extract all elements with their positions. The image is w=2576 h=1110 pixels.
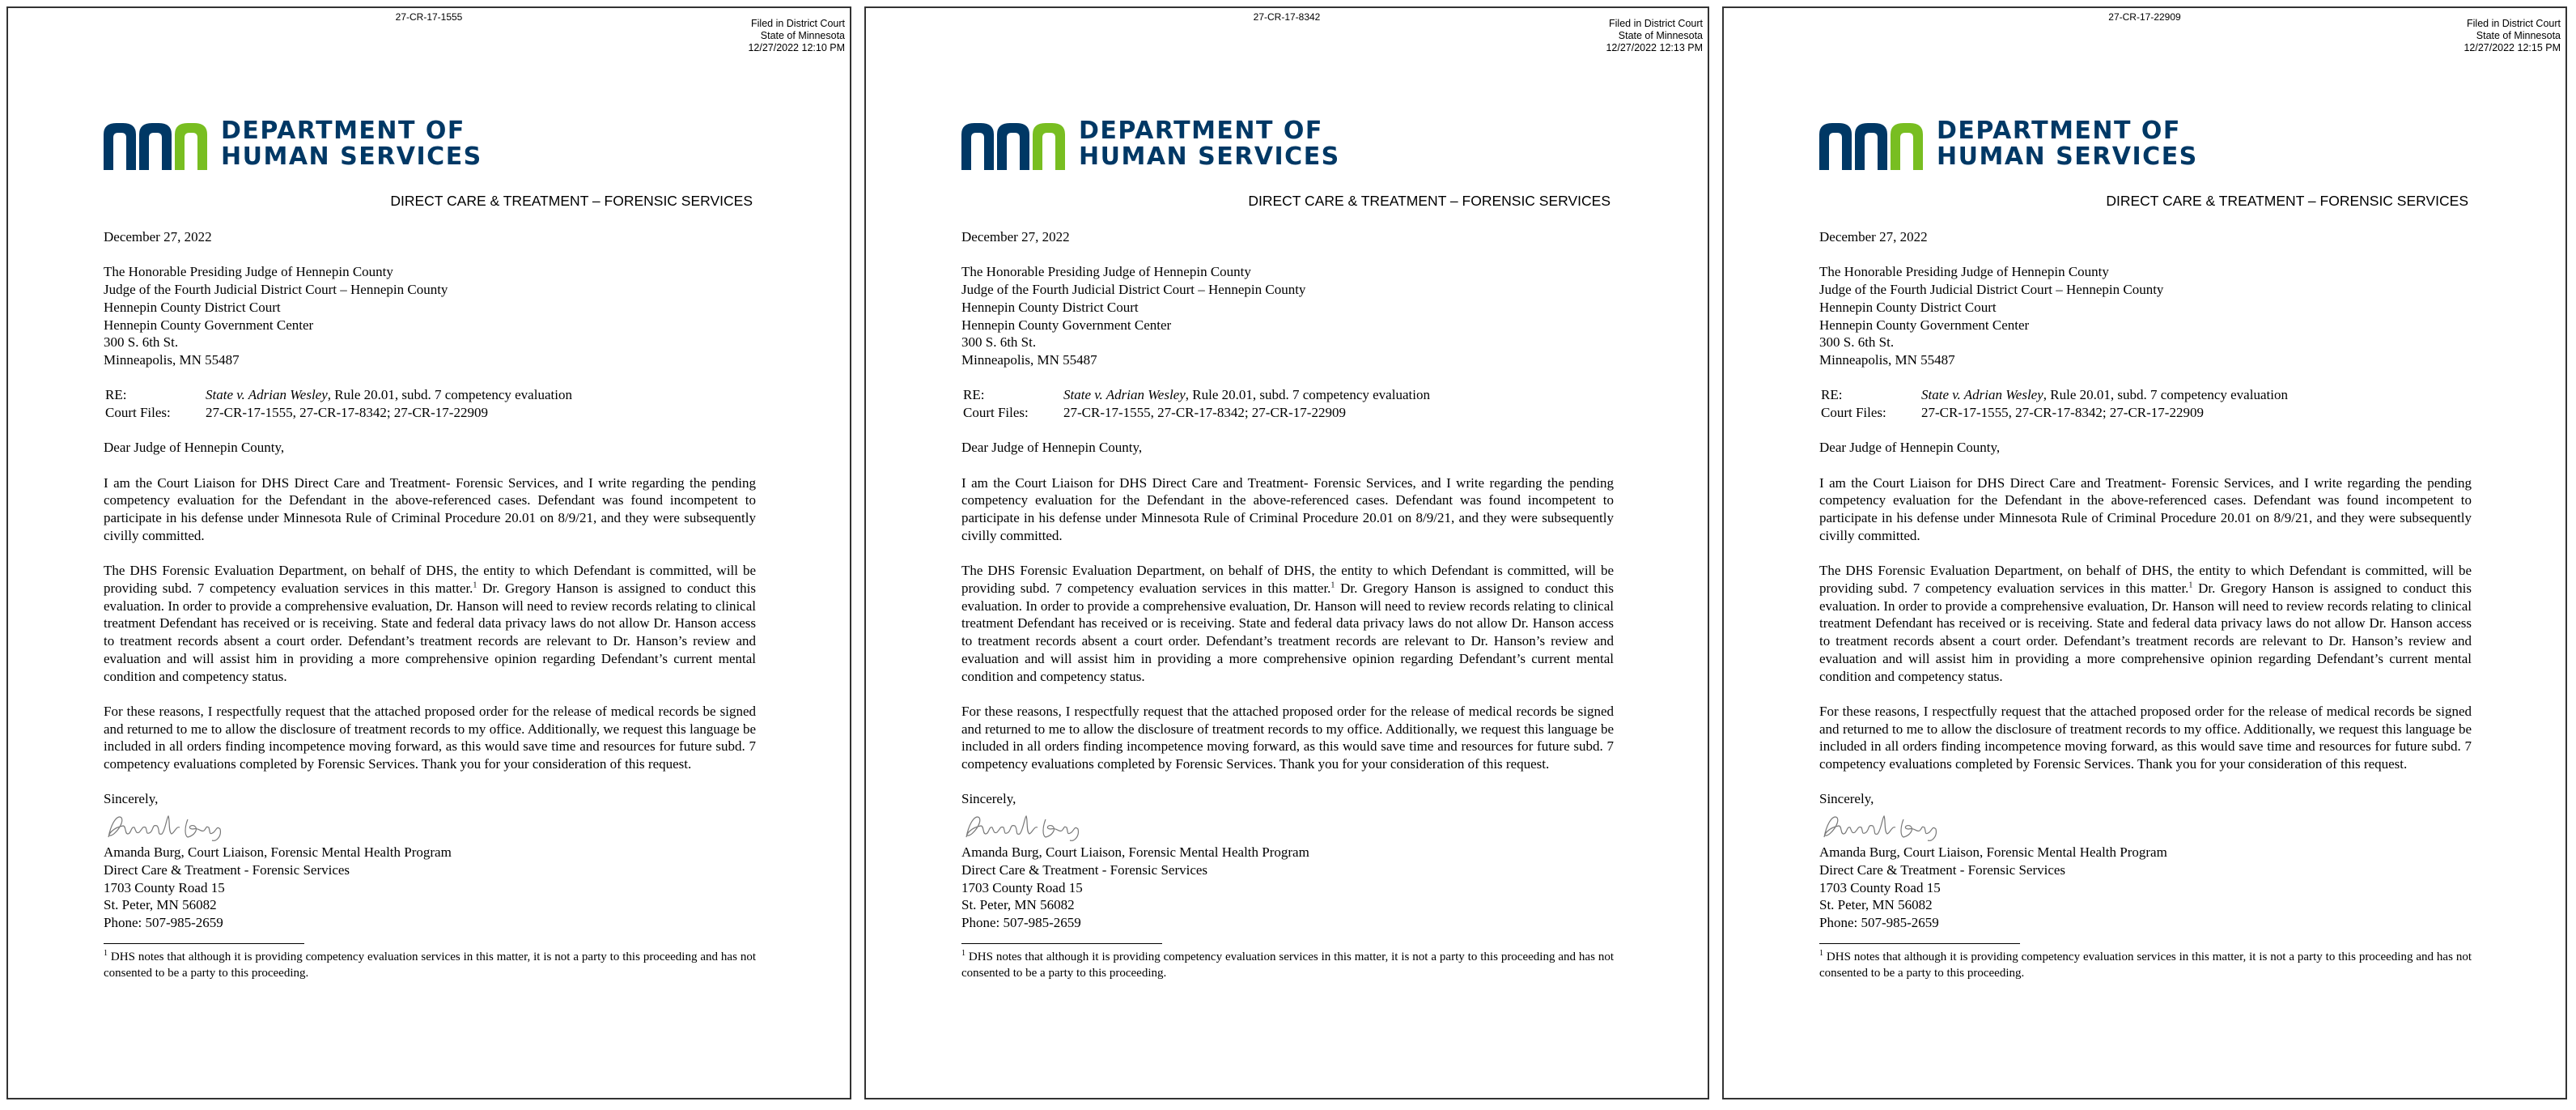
footnote-number: 1 (104, 948, 108, 958)
re-label: RE: (105, 387, 127, 403)
case-number-header: 27-CR-17-22909 (2108, 11, 2181, 23)
handwritten-signature (1819, 811, 1949, 844)
logo-text-line1: DEPARTMENT OF (1937, 117, 2181, 145)
addressee-line: The Honorable Presiding Judge of Hennepin County (104, 264, 393, 280)
division-heading: DIRECT CARE & TREATMENT – FORENSIC SERVICES (2106, 193, 2468, 209)
re-label: RE: (1821, 387, 1843, 403)
letter-date: December 27, 2022 (104, 229, 212, 245)
court-files-label: Court Files: (105, 405, 171, 420)
footnote (961, 949, 1614, 981)
signer-line: Amanda Burg, Court Liaison, Forensic Mental Health Program (961, 844, 1309, 861)
re-subject (1063, 386, 1430, 404)
letter-date: December 27, 2022 (961, 229, 1070, 245)
addressee-line: Judge of the Fourth Judicial District Court – Hennepin County (1819, 282, 2164, 298)
mn-logo-icon (961, 123, 1065, 170)
re-rule: , Rule 20.01, subd. 7 competency evaluation (1185, 387, 1430, 403)
closing: Sincerely, (961, 791, 1016, 807)
filing-stamp-state: State of Minnesota (760, 30, 845, 41)
re-label: RE: (963, 387, 985, 403)
division-heading: DIRECT CARE & TREATMENT – FORENSIC SERVICES (390, 193, 753, 209)
mn-logo-icon (1819, 123, 1923, 170)
paragraph-3: For these reasons, I respectfully request that the attached proposed order for the release of medical records be signed and returned to me to allow the disclosure of treatment records to my office. Additionally, we request this language be included in all orders finding incompetence moving forward, as this would save time and resources for future subd. 7 competency evaluations completed by Forensic Services. Thank you for your consideration of this request. (1819, 703, 2472, 772)
filing-stamp-timestamp: 12/27/2022 12:15 PM (2464, 42, 2561, 53)
signer-line: Phone: 507-985-2659 (961, 914, 1081, 930)
filing-stamp-court: Filed in District Court (751, 18, 845, 29)
signer-line: Direct Care & Treatment - Forensic Services (961, 861, 1208, 878)
signature (1819, 808, 2472, 844)
footnote-text: DHS notes that although it is providing competency evaluation services in this matter, it is not a party to this proceeding and has not consented to be a party to this proceeding. (104, 950, 757, 980)
addressee-line: 300 S. 6th St. (961, 334, 1037, 351)
addressee-line: Hennepin County Government Center (961, 317, 1172, 333)
addressee-line: The Honorable Presiding Judge of Hennepin County (961, 264, 1251, 280)
salutation: Dear Judge of Hennepin County, (1819, 440, 2001, 456)
document-page-2 (864, 6, 1709, 1099)
signer-line: Phone: 507-985-2659 (104, 914, 223, 930)
filing-stamp-court: Filed in District Court (2467, 18, 2561, 29)
re-subject (206, 386, 572, 404)
court-files-label: Court Files: (963, 405, 1029, 420)
logo-text-line1: DEPARTMENT OF (1079, 117, 1323, 145)
addressee-block (961, 263, 1614, 368)
closing: Sincerely, (104, 791, 159, 807)
footnote-number: 1 (1819, 948, 1823, 958)
re-case-name: State v. Adrian Wesley (1921, 387, 2043, 403)
case-number-header: 27-CR-17-1555 (395, 11, 463, 23)
footnote-reference: 1 (473, 581, 477, 590)
footnote-divider (104, 943, 304, 944)
logo-text-line2: HUMAN SERVICES (221, 142, 482, 171)
court-files-value: 27-CR-17-1555, 27-CR-17-8342; 27-CR-17-22909 (206, 405, 488, 420)
signer-line: 1703 County Road 15 (104, 879, 225, 895)
filing-stamp-court: Filed in District Court (1609, 18, 1703, 29)
paragraph-3: For these reasons, I respectfully request that the attached proposed order for the release of medical records be signed and returned to me to allow the disclosure of treatment records to my office. Additionally, we request this language be included in all orders finding incompetence moving forward, as this would save time and resources for future subd. 7 competency evaluations completed by Forensic Services. Thank you for your consideration of this request. (961, 703, 1614, 772)
re-subject (1921, 386, 2288, 404)
filing-stamp-timestamp: 12/27/2022 12:10 PM (748, 42, 845, 53)
addressee-line: Hennepin County District Court (961, 299, 1139, 315)
mn-logo-icon (104, 123, 207, 170)
filing-stamp (748, 18, 845, 54)
handwritten-signature (104, 811, 233, 844)
footnote (104, 949, 756, 981)
signer-line: 1703 County Road 15 (1819, 879, 1941, 895)
paragraph-1: I am the Court Liaison for DHS Direct Care and Treatment- Forensic Services, and I write regarding the pending competency evaluation for the Defendant in the above-referenced cases. Defendant was found incompetent to participate in his defense under Minnesota Rule of Criminal Procedure 20.01 on 8/9/21, and they were subsequently civilly committed. (961, 474, 1614, 543)
paragraph-2 (104, 562, 756, 685)
re-rule: , Rule 20.01, subd. 7 competency evaluation (327, 387, 572, 403)
addressee-line: Minneapolis, MN 55487 (104, 351, 240, 368)
letter-body (961, 228, 1614, 981)
paragraph-1: I am the Court Liaison for DHS Direct Care and Treatment- Forensic Services, and I write regarding the pending competency evaluation for the Defendant in the above-referenced cases. Defendant was found incompetent to participate in his defense under Minnesota Rule of Criminal Procedure 20.01 on 8/9/21, and they were subsequently civilly committed. (104, 474, 756, 543)
re-rule: , Rule 20.01, subd. 7 competency evaluation (2043, 387, 2288, 403)
addressee-line: Hennepin County Government Center (104, 317, 314, 333)
re-block (963, 386, 1614, 421)
addressee-line: Judge of the Fourth Judicial District Court – Hennepin County (104, 282, 448, 298)
paragraph-1: I am the Court Liaison for DHS Direct Care and Treatment- Forensic Services, and I write regarding the pending competency evaluation for the Defendant in the above-referenced cases. Defendant was found incompetent to participate in his defense under Minnesota Rule of Criminal Procedure 20.01 on 8/9/21, and they were subsequently civilly committed. (1819, 474, 2472, 543)
handwritten-signature (961, 811, 1091, 844)
salutation: Dear Judge of Hennepin County, (961, 440, 1143, 456)
signature (961, 808, 1614, 844)
signature-block (1819, 844, 2472, 932)
paragraph-2 (1819, 562, 2472, 685)
addressee-line: Judge of the Fourth Judicial District Court – Hennepin County (961, 282, 1306, 298)
signer-line: 1703 County Road 15 (961, 879, 1083, 895)
signer-line: Direct Care & Treatment - Forensic Services (1819, 861, 2066, 878)
footnote-divider (961, 943, 1162, 944)
closing: Sincerely, (1819, 791, 1874, 807)
footnote-number: 1 (961, 948, 965, 958)
footnote-reference: 1 (1330, 581, 1335, 590)
signer-line: Amanda Burg, Court Liaison, Forensic Mental Health Program (1819, 844, 2167, 861)
footnote-divider (1819, 943, 2020, 944)
addressee-block (1819, 263, 2472, 368)
division-heading: DIRECT CARE & TREATMENT – FORENSIC SERVICES (1248, 193, 1611, 209)
logo-text-line2: HUMAN SERVICES (1937, 142, 2198, 171)
paragraph-2-end: Dr. Gregory Hanson is assigned to conduct this evaluation. In order to provide a comprehensive evaluation, Dr. Hanson will need to review records relating to clinical treatment Defendant has received or is receiving. State and federal data privacy laws do not allow Dr. Hanson access to treatment records absent a court order. Defendant’s treatment records are relevant to Dr. Hanson’s review and evaluation and will assist him in providing a more comprehensive opinion regarding Defendant’s current mental condition and competency status. (104, 580, 756, 684)
re-case-name: State v. Adrian Wesley (206, 387, 328, 403)
filing-stamp-state: State of Minnesota (2476, 30, 2561, 41)
signer-line: Direct Care & Treatment - Forensic Services (104, 861, 350, 878)
signer-line: Phone: 507-985-2659 (1819, 914, 1939, 930)
addressee-line: Hennepin County Government Center (1819, 317, 2030, 333)
filing-stamp (1606, 18, 1703, 54)
footnote-text: DHS notes that although it is providing competency evaluation services in this matter, it is not a party to this proceeding and has not consented to be a party to this proceeding. (1819, 950, 2472, 980)
paragraph-2 (961, 562, 1614, 685)
signer-line: Amanda Burg, Court Liaison, Forensic Mental Health Program (104, 844, 452, 861)
paragraph-2-end: Dr. Gregory Hanson is assigned to conduct this evaluation. In order to provide a comprehensive evaluation, Dr. Hanson will need to review records relating to clinical treatment Defendant has received or is receiving. State and federal data privacy laws do not allow Dr. Hanson access to treatment records absent a court order. Defendant’s treatment records are relevant to Dr. Hanson’s review and evaluation and will assist him in providing a more comprehensive opinion regarding Defendant’s current mental condition and competency status. (961, 580, 1614, 684)
filing-stamp-timestamp: 12/27/2022 12:13 PM (1606, 42, 1703, 53)
footnote (1819, 949, 2472, 981)
signer-line: St. Peter, MN 56082 (1819, 897, 1933, 913)
letter-body (104, 228, 756, 981)
signature-block (104, 844, 756, 932)
logo-text-line1: DEPARTMENT OF (221, 117, 465, 145)
paragraph-2-end: Dr. Gregory Hanson is assigned to conduct this evaluation. In order to provide a comprehensive evaluation, Dr. Hanson will need to review records relating to clinical treatment Defendant has received or is receiving. State and federal data privacy laws do not allow Dr. Hanson access to treatment records absent a court order. Defendant’s treatment records are relevant to Dr. Hanson’s review and evaluation and will assist him in providing a more comprehensive opinion regarding Defendant’s current mental condition and competency status. (1819, 580, 2472, 684)
addressee-line: 300 S. 6th St. (1819, 334, 1895, 351)
signer-line: St. Peter, MN 56082 (961, 897, 1075, 913)
paragraph-3: For these reasons, I respectfully request that the attached proposed order for the release of medical records be signed and returned to me to allow the disclosure of treatment records to my office. Additionally, we request this language be included in all orders finding incompetence moving forward, as this would save time and resources for future subd. 7 competency evaluations completed by Forensic Services. Thank you for your consideration of this request. (104, 703, 756, 772)
filing-stamp (2464, 18, 2561, 54)
re-case-name: State v. Adrian Wesley (1063, 387, 1186, 403)
addressee-line: Minneapolis, MN 55487 (961, 351, 1097, 368)
signature (104, 808, 756, 844)
court-files-label: Court Files: (1821, 405, 1886, 420)
paragraph-2-start: The DHS Forensic Evaluation Department, on behalf of DHS, the entity to which Defendant is committed, will be providing subd. 7 competency evaluation services in this matter. (961, 563, 1614, 596)
signer-line: St. Peter, MN 56082 (104, 897, 217, 913)
logo-text-line2: HUMAN SERVICES (1079, 142, 1340, 171)
paragraph-2-start: The DHS Forensic Evaluation Department, on behalf of DHS, the entity to which Defendant is committed, will be providing subd. 7 competency evaluation services in this matter. (104, 563, 756, 596)
re-block (105, 386, 756, 421)
addressee-line: Hennepin County District Court (104, 299, 281, 315)
addressee-line: Hennepin County District Court (1819, 299, 1997, 315)
re-block (1821, 386, 2472, 421)
court-files-value: 27-CR-17-1555, 27-CR-17-8342; 27-CR-17-22909 (1921, 405, 2204, 420)
document-page-1 (6, 6, 851, 1099)
document-page-3 (1722, 6, 2567, 1099)
signature-block (961, 844, 1614, 932)
footnote-text: DHS notes that although it is providing competency evaluation services in this matter, it is not a party to this proceeding and has not consented to be a party to this proceeding. (961, 950, 1615, 980)
court-files-value: 27-CR-17-1555, 27-CR-17-8342; 27-CR-17-22909 (1063, 405, 1346, 420)
addressee-line: The Honorable Presiding Judge of Hennepin County (1819, 264, 2109, 280)
case-number-header: 27-CR-17-8342 (1253, 11, 1321, 23)
salutation: Dear Judge of Hennepin County, (104, 440, 285, 456)
paragraph-2-start: The DHS Forensic Evaluation Department, on behalf of DHS, the entity to which Defendant is committed, will be providing subd. 7 competency evaluation services in this matter. (1819, 563, 2472, 596)
letter-body (1819, 228, 2472, 981)
addressee-block (104, 263, 756, 368)
addressee-line: 300 S. 6th St. (104, 334, 179, 351)
letter-date: December 27, 2022 (1819, 229, 1928, 245)
footnote-reference: 1 (2188, 581, 2193, 590)
filing-stamp-state: State of Minnesota (1618, 30, 1703, 41)
addressee-line: Minneapolis, MN 55487 (1819, 351, 1955, 368)
